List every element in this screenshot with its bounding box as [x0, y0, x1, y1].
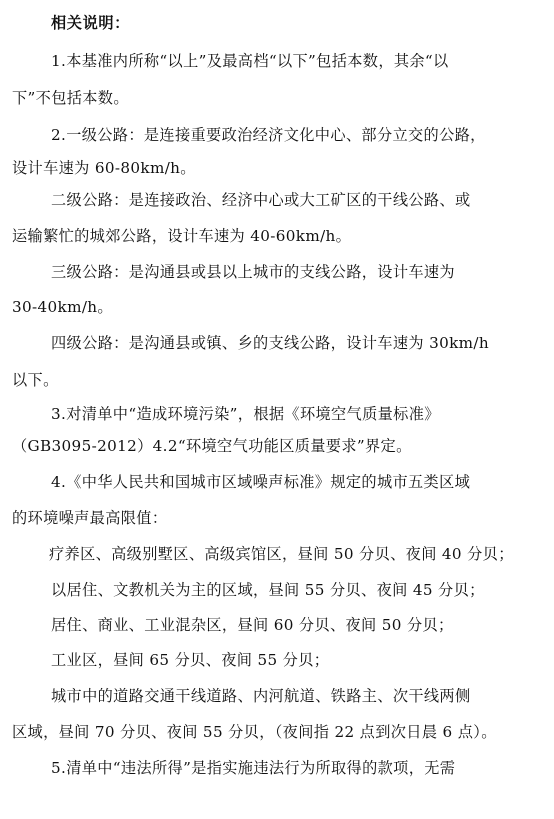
text-line: 下”不包括本数。	[12, 89, 129, 107]
text-line: 以下。	[12, 371, 59, 389]
text-line: 的环境噪声最高限值：	[12, 509, 168, 527]
text-line: 4.《中华人民共和国城市区域噪声标准》规定的城市五类区域	[51, 473, 471, 491]
text-line: 工业区，昼间 65 分贝、夜间 55 分贝；	[51, 651, 330, 669]
text-line: 四级公路：是沟通县或镇、乡的支线公路，设计车速为 30km/h	[51, 334, 490, 352]
text-line: 设计车速为 60-80km/h。	[12, 159, 196, 177]
text-line: 疗养区、高级别墅区、高级宾馆区，昼间 50 分贝、夜间 40 分贝；	[49, 545, 514, 563]
text-line: 以居住、文教机关为主的区域，昼间 55 分贝、夜间 45 分贝；	[51, 581, 485, 599]
text-line: 2.一级公路：是连接重要政治经济文化中心、部分立交的公路，	[51, 126, 486, 144]
text-line: 1.本基准内所称“以上”及最高档“以下”包括本数，其余“以	[51, 52, 449, 70]
text-line: 5.清单中“违法所得”是指实施违法行为所取得的款项，无需	[51, 759, 456, 777]
section-title: 相关说明：	[51, 14, 130, 32]
text-line: 3.对清单中“造成环境污染”，根据《环境空气质量标准》	[51, 405, 440, 423]
text-line: （GB3095-2012）4.2“环境空气功能区质量要求”界定。	[12, 437, 412, 455]
text-line: 30-40km/h。	[12, 298, 113, 316]
text-line: 三级公路：是沟通县或县以上城市的支线公路，设计车速为	[51, 263, 455, 281]
text-line: 二级公路：是连接政治、经济中心或大工矿区的干线公路、或	[51, 191, 471, 209]
text-line: 运输繁忙的城郊公路，设计车速为 40-60km/h。	[12, 227, 352, 245]
text-line: 城市中的道路交通干线道路、内河航道、铁路主、次干线两侧	[51, 687, 471, 705]
text-line: 区域，昼间 70 分贝、夜间 55 分贝，（夜间指 22 点到次日晨 6 点）。	[12, 723, 497, 741]
text-line: 居住、商业、工业混杂区，昼间 60 分贝、夜间 50 分贝；	[51, 616, 454, 634]
